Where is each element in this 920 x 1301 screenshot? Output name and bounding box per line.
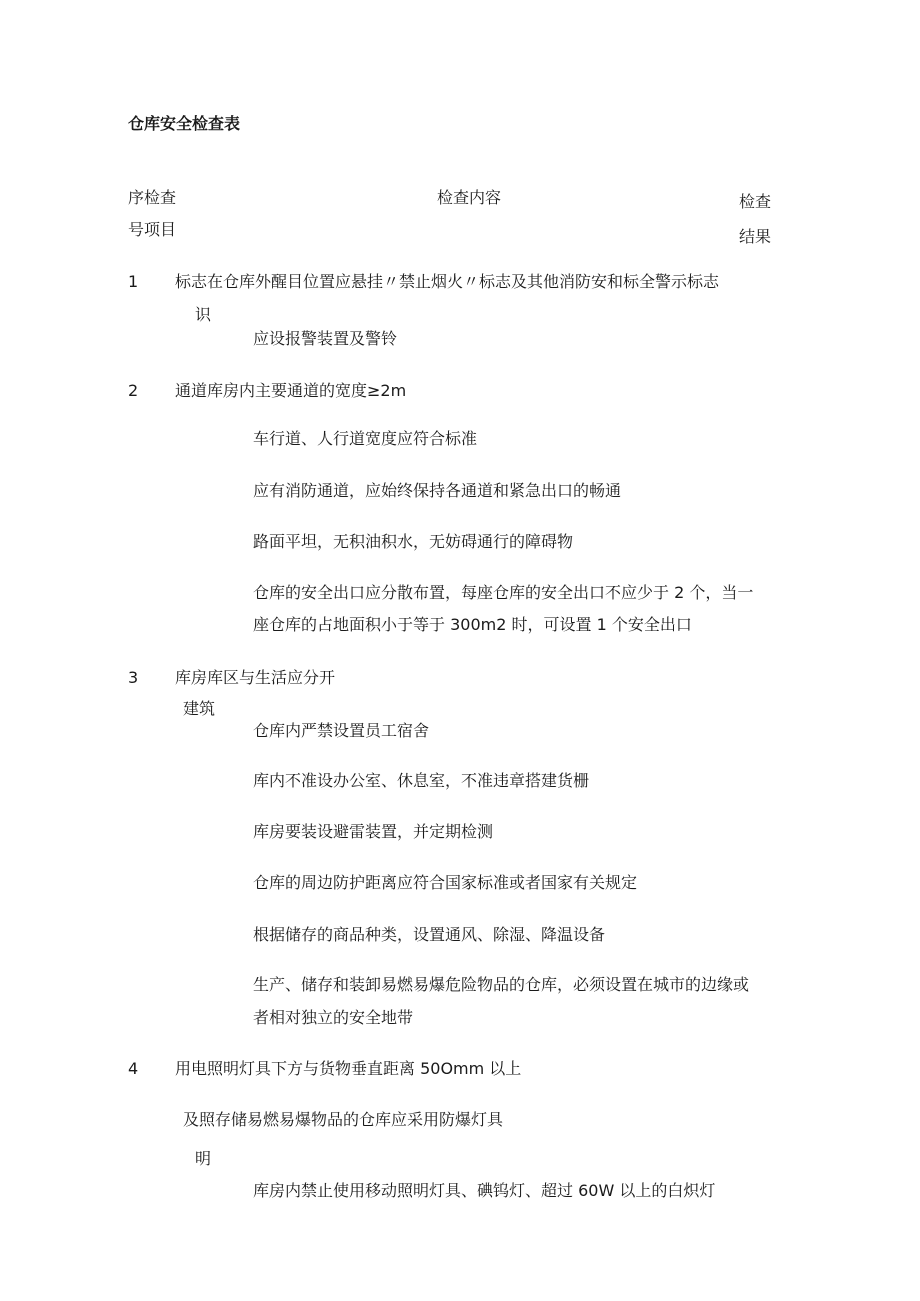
- section-item-category: 库房库区与生活应分开: [175, 668, 336, 687]
- section-number: 4: [128, 1059, 139, 1078]
- section-number: 1: [128, 272, 139, 291]
- check-item: 车行道、人行道宽度应符合标准: [253, 429, 478, 448]
- check-item: 库内不准设办公室、休息室，不准违章搭建货栅: [253, 771, 590, 790]
- check-item: 库房内禁止使用移动照明灯具、碘钨灯、超过 60W 以上的白炽灯: [253, 1181, 716, 1200]
- check-item: 仓库内严禁设置员工宿舍: [253, 721, 430, 740]
- section-item-category-tail: 明: [195, 1149, 212, 1168]
- check-item: 者相对独立的安全地带: [253, 1008, 414, 1027]
- check-item: 根据储存的商品种类，设置通风、除湿、降温设备: [253, 925, 606, 944]
- check-item: 生产、储存和装卸易燃易爆危险物品的仓库，必须设置在城市的边缘或: [253, 975, 750, 994]
- check-item: 仓库的周边防护距离应符合国家标准或者国家有关规定: [253, 873, 638, 892]
- check-item: 库房要装设避雷装置，并定期检测: [253, 822, 494, 841]
- section-item-category: 用电照明灯具下方与货物垂直距离 50Omm 以上: [175, 1059, 522, 1078]
- header-result-label-line2: 结果: [739, 227, 772, 246]
- section-number: 2: [128, 381, 139, 400]
- check-item: 座仓库的占地面积小于等于 300m2 时，可设置 1 个安全出口: [253, 615, 692, 634]
- document-title: 仓库安全检查表: [128, 114, 241, 133]
- header-result-label-line1: 检查: [739, 192, 772, 211]
- header-content-label: 检查内容: [437, 188, 502, 207]
- check-item: 路面平坦，无积油积水，无妨碍通行的障碍物: [253, 532, 574, 551]
- header-seq-label-line2: 号项目: [128, 220, 177, 239]
- check-item: 应设报警装置及警铃: [253, 329, 398, 348]
- section-item-category-line2: 及照存储易燃易爆物品的仓库应采用防爆灯具: [183, 1110, 504, 1129]
- section-number: 3: [128, 668, 139, 687]
- header-seq-label-line1: 序检查: [128, 188, 177, 207]
- section-item-category-tail: 识: [195, 305, 212, 324]
- section-item-category-tail: 建筑: [183, 699, 216, 718]
- check-item: 仓库的安全出口应分散布置，每座仓库的安全出口不应少于 2 个，当一: [253, 583, 754, 602]
- check-item: 应有消防通道，应始终保持各通道和紧急出口的畅通: [253, 481, 622, 500]
- section-item-category: 标志在仓库外醒目位置应悬挂〃禁止烟火〃标志及其他消防安和标全警示标志: [175, 272, 720, 291]
- section-item-category: 通道库房内主要通道的宽度≥2m: [175, 381, 407, 400]
